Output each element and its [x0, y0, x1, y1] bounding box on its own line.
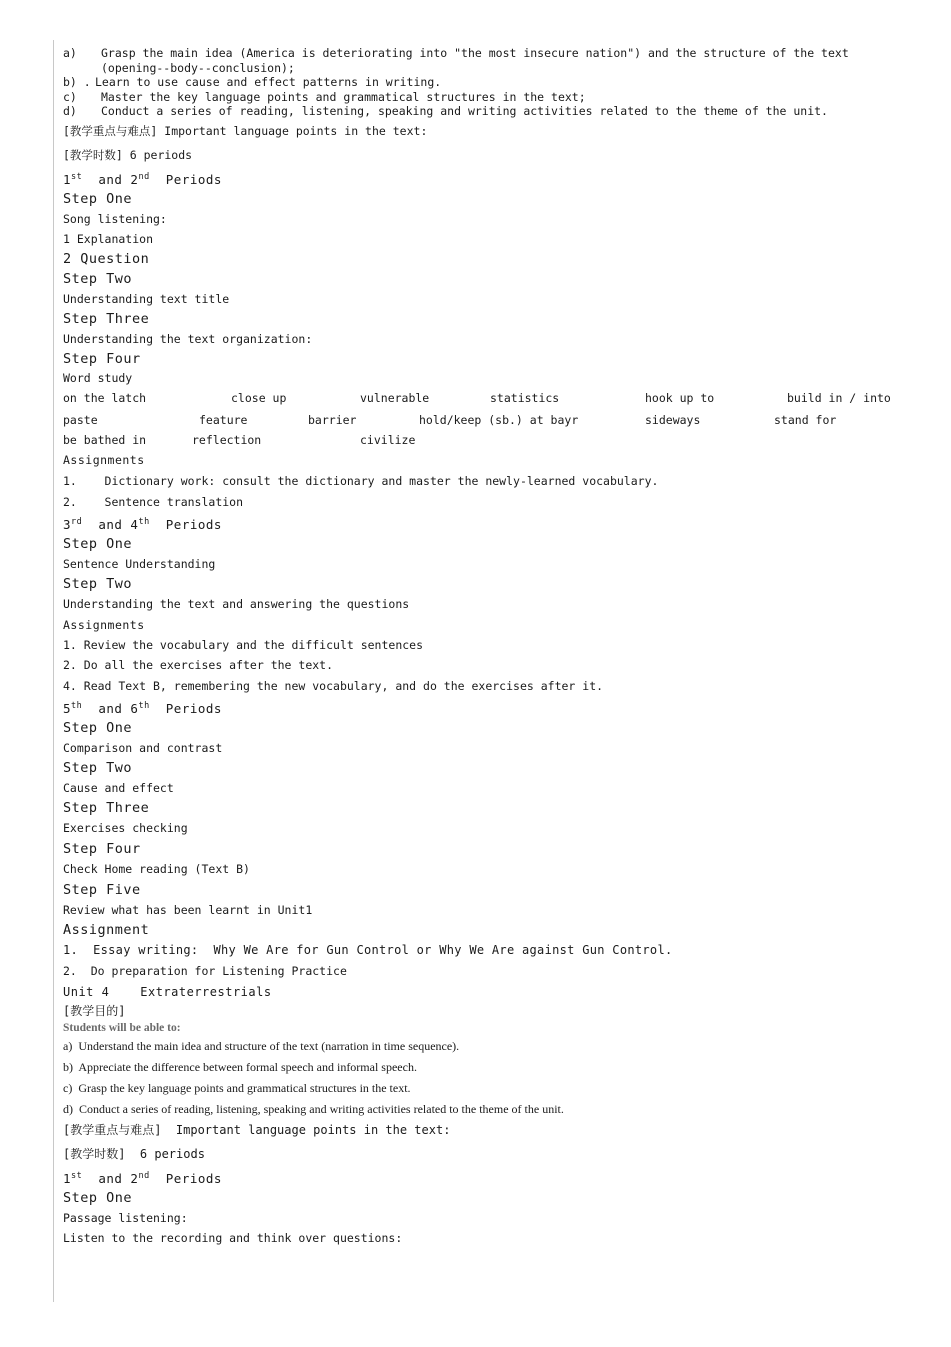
word-list-row — [63, 391, 923, 408]
objectives-label: [教学目的] — [63, 1003, 126, 1018]
step-content: Understanding text title — [63, 291, 230, 306]
key-points-label: [教学重点与难点] Important language points in the text: — [63, 123, 428, 138]
objective-item — [63, 75, 923, 90]
objective-text: Conduct a series of reading, listening, speaking and writing activities related to the theme of the unit. — [101, 104, 828, 118]
assignments-heading: Assignments — [63, 617, 145, 632]
vocab-word: barrier — [308, 412, 357, 427]
vocab-word: vulnerable — [360, 390, 430, 405]
step-heading: Step Four — [63, 840, 141, 857]
step-heading: Step Two — [63, 575, 133, 592]
assignment-item: 1. Dictionary work: consult the dictionary and master the newly-learned vocabulary. — [63, 473, 659, 488]
step-heading: Step Two — [63, 759, 133, 776]
periods-heading: 3rd and 4th Periods — [63, 516, 222, 532]
vocab-word: stand for — [774, 412, 837, 427]
assignment-heading: Assignment — [63, 921, 150, 938]
vocab-word: statistics — [490, 390, 560, 405]
vocab-word: paste — [63, 412, 98, 427]
periods-heading: 5th and 6th Periods — [63, 700, 222, 716]
teaching-hours: [教学时数] 6 periods — [63, 1146, 205, 1161]
assignment-item: 1. Review the vocabulary and the difficult sentences — [63, 637, 424, 652]
step-content: Exercises checking — [63, 820, 188, 835]
objective-text: Master the key language points and grammatical structures in the text; — [101, 89, 586, 104]
unit-title: Unit 4 Extraterrestrials — [63, 984, 272, 999]
objective-item: b) Appreciate the difference between formal speech and informal speech. — [63, 1059, 417, 1074]
objective-item — [63, 46, 923, 75]
step-content: Word study — [63, 370, 133, 385]
assignment-item: 4. Read Text B, remembering the new vocabulary, and do the exercises after it. — [63, 678, 604, 693]
students-able-to: Students will be able to: — [63, 1021, 181, 1034]
objective-item: a) Understand the main idea and structure of the text (narration in time sequence). — [63, 1038, 460, 1053]
step-content: Understanding the text and answering the questions — [63, 596, 410, 611]
objective-text: Learn to use cause and effect patterns in writing. — [95, 75, 442, 89]
step-content: 1 Explanation — [63, 231, 154, 246]
step-content: Review what has been learnt in Unit1 — [63, 902, 313, 917]
objective-item — [63, 90, 923, 105]
step-content: Cause and effect — [63, 780, 174, 795]
objective-item — [63, 104, 923, 119]
step-content: Comparison and contrast — [63, 740, 223, 755]
step-subheading: 2 Question — [63, 250, 150, 267]
step-content: Sentence Understanding — [63, 556, 216, 571]
document-page — [63, 46, 923, 1246]
word-list-row — [63, 433, 923, 450]
page-margin-line — [53, 40, 54, 1302]
step-content: Understanding the text organization: — [63, 331, 313, 346]
vocab-word: reflection — [192, 432, 262, 447]
step-heading: Step One — [63, 190, 133, 207]
objective-marker: a) — [63, 46, 77, 60]
step-heading: Step Three — [63, 799, 150, 816]
vocab-word: hold/keep (sb.) at bayr — [419, 412, 579, 427]
step-heading: Step One — [63, 535, 133, 552]
word-list-row — [63, 413, 923, 430]
step-heading: Step Two — [63, 270, 133, 287]
vocab-word: sideways — [645, 412, 701, 427]
assignment-item: 2. Do all the exercises after the text. — [63, 657, 334, 672]
periods-heading: 1st and 2nd Periods — [63, 171, 222, 187]
vocab-word: close up — [231, 390, 287, 405]
key-points-label: [教学重点与难点] Important language points in the text: — [63, 1122, 451, 1137]
step-heading: Step Five — [63, 881, 141, 898]
objective-marker: b) . — [63, 75, 91, 89]
objective-marker: d) — [63, 104, 77, 118]
vocab-word: feature — [199, 412, 248, 427]
step-heading: Step One — [63, 1189, 133, 1206]
teaching-hours: [教学时数] 6 periods — [63, 147, 193, 162]
objective-text-cont: (opening--body--conclusion); — [101, 60, 295, 75]
objective-text: Grasp the main idea (America is deteriorating into "the most insecure nation") and the structure of the text — [101, 46, 849, 60]
assignment-item: 1. Essay writing: Why We Are for Gun Control or Why We Are against Gun Control. — [63, 942, 673, 957]
step-content: Passage listening: — [63, 1210, 188, 1225]
unit3-objectives-list — [63, 46, 923, 119]
step-content: Check Home reading (Text B) — [63, 861, 250, 876]
objective-item: c) Grasp the key language points and grammatical structures in the text. — [63, 1080, 411, 1095]
assignment-item: 2. Do preparation for Listening Practice — [63, 963, 347, 978]
vocab-word: build in / into — [787, 390, 891, 405]
objective-item: d) Conduct a series of reading, listening, speaking and writing activities related to the theme of the unit. — [63, 1101, 564, 1116]
assignment-item: 2. Sentence translation — [63, 494, 244, 509]
vocab-word: on the latch — [63, 390, 147, 405]
vocab-word: civilize — [360, 432, 416, 447]
vocab-word: be bathed in — [63, 432, 147, 447]
assignments-heading: Assignments — [63, 452, 145, 467]
step-content: Song listening: — [63, 211, 167, 226]
step-heading: Step One — [63, 719, 133, 736]
vocab-word: hook up to — [645, 390, 715, 405]
objective-marker: c) — [63, 89, 77, 104]
step-heading: Step Four — [63, 350, 141, 367]
periods-heading: 1st and 2nd Periods — [63, 1170, 222, 1186]
step-heading: Step Three — [63, 310, 150, 327]
step-content: Listen to the recording and think over questions: — [63, 1230, 403, 1245]
